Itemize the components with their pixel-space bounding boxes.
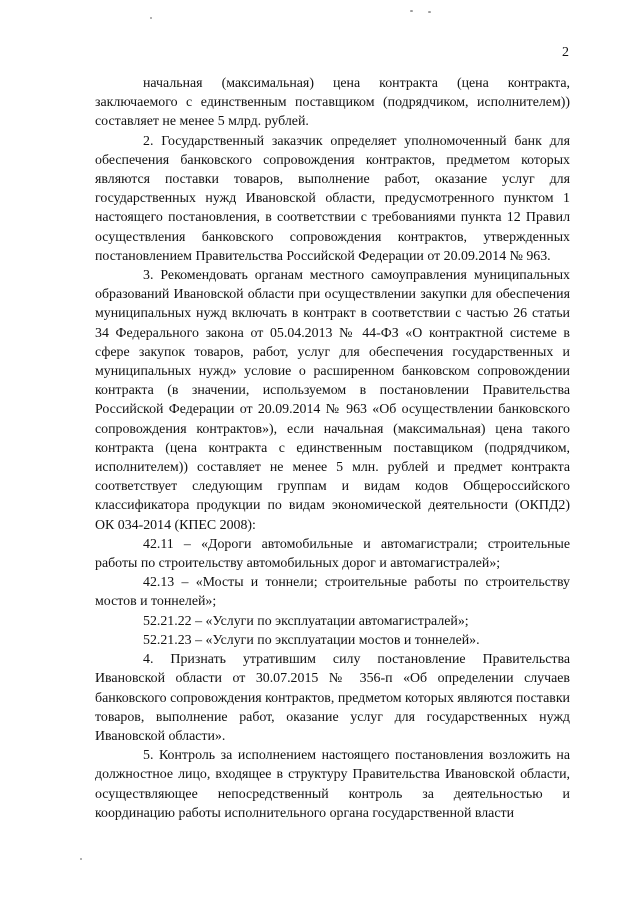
page-number: 2: [562, 45, 569, 60]
scan-smudge: [410, 10, 413, 12]
paragraph-item-5: 5. Контроль за исполнением настоящего постановления возложить на должностное лицо, входящее в структуру Правительства Ивановской области, осуществляющее непосредственный контроль за деятельностью и координацию работы исполнительного органа государственной власти: [95, 748, 570, 821]
paragraph-code-52-21-23: 52.21.23 – «Услуги по эксплуатации мостов и тоннелей».: [143, 632, 480, 648]
paragraph-item-2: 2. Государственный заказчик определяет уполномоченный банк для обеспечения банковского сопровождения контрактов, предметом которых являются поставки товаров, выполнение работ, оказание услуг для государственных нужд Ивановской области, предусмотренного пунктом 1 настоящего постановления, в соответствии с требованиями пункта 12 Правил осуществления банковского сопровождения контрактов, утвержденных постановлением Правительства Российской Федерации от 20.09.2014 № 963.: [95, 133, 570, 264]
scan-smudge: [80, 858, 82, 860]
paragraph-item-4: 4. Признать утратившим силу постановление Правительства Ивановской области от 30.07.2015 № 356-п «Об определении случаев банковского сопровождения контрактов, предметом которых являются поставки товаров, выполнение работ, оказание услуг для государственных нужд Ивановской области».: [95, 652, 570, 744]
paragraph-price-condition: начальная (максимальная) цена контракта (цена контракта, заключаемого с единственным поставщиком (подрядчиком, исполнителем)) составляет не менее 5 млрд. рублей.: [95, 76, 570, 130]
paragraph-code-42-13: 42.13 – «Мосты и тоннели; строительные работы по строительству мостов и тоннелей»;: [95, 575, 570, 610]
paragraph-code-42-11: 42.11 – «Дороги автомобильные и автомагистрали; строительные работы по строительству автомобильных дорог и автомагистралей»;: [95, 536, 570, 572]
document-body: [95, 74, 570, 823]
paragraph-item-3: 3. Рекомендовать органам местного самоуправления муниципальных образований Ивановской области при осуществлении закупки для обеспечения муниципальных нужд включать в контракт в соответствии с частью 26 статьи 34 Федерального закона от 05.04.2013 № 44-ФЗ «О контрактной системе в сфере закупок товаров, работ, услуг для обеспечения государственных и муниципальных нужд» условие о расширенном банковском сопровождении контракта (в значении, используемом в постановлении Правительства Российской Федерации от 20.09.2014 № 963 «Об осуществлении банковского сопровождения контрактов»), если начальная (максимальная) цена такого контракта (цена контракта с единственным поставщиком (подрядчиком, исполнителем)) составляет не менее 5 млн. рублей и предмет контракта соответствует следующим группам и видам кодов Общероссийского классификатора продукции по видам экономической деятельности (ОКПД2) ОК 034-2014 (КПЕС 2008):: [95, 268, 570, 533]
scan-smudge: [428, 11, 431, 13]
scan-smudge: [150, 17, 152, 19]
paragraph-code-52-21-22: 52.21.22 – «Услуги по эксплуатации автомагистралей»;: [143, 613, 469, 629]
